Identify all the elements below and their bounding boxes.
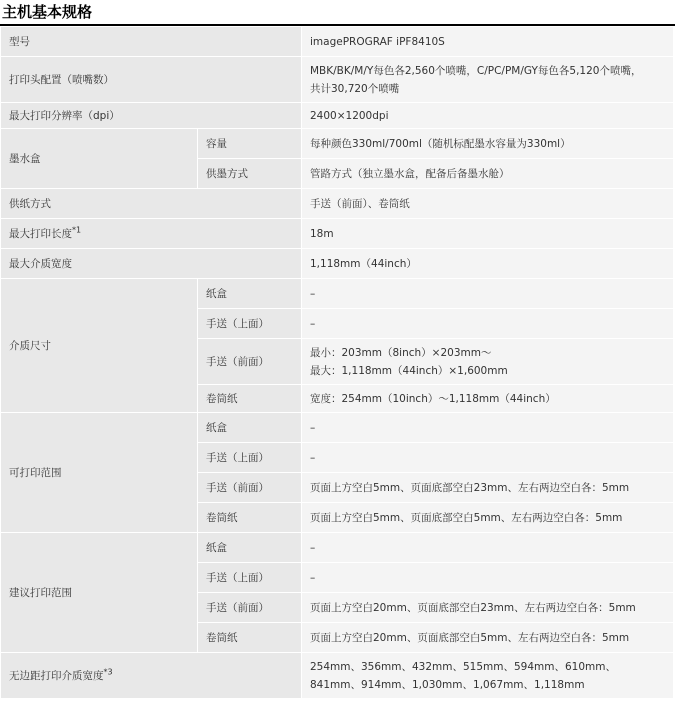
- sub-label-manual-front: 手送（前面）: [198, 473, 302, 503]
- borderless-widths-line-1: 254mm、356mm、432mm、515mm、594mm、610mm、: [310, 660, 616, 673]
- row-value-media-cassette: –: [302, 279, 674, 309]
- max-length-label: 最大打印长度: [9, 227, 72, 240]
- row-value-media-manual-front: [302, 339, 674, 385]
- table-row: [1, 189, 674, 219]
- row-label-media-size: 介质尺寸: [1, 279, 198, 413]
- sub-label-manual-top: 手送（上面）: [198, 563, 302, 593]
- row-value-nozzles: [302, 57, 674, 103]
- table-row: [1, 27, 674, 57]
- sub-label-manual-top: 手送（上面）: [198, 443, 302, 473]
- sub-label-cassette: 纸盒: [198, 413, 302, 443]
- row-value-feed: 手送（前面）、卷筒纸: [302, 189, 674, 219]
- row-label-ink: 墨水盒: [1, 129, 198, 189]
- sub-label-roll: 卷筒纸: [198, 503, 302, 533]
- row-value-borderless: [302, 653, 674, 699]
- row-label-nozzles: 打印头配置（喷嘴数）: [1, 57, 302, 103]
- row-value-max-width: 1,118mm（44inch）: [302, 249, 674, 279]
- row-value-printable-cassette: –: [302, 413, 674, 443]
- sub-label-cassette: 纸盒: [198, 533, 302, 563]
- spec-table: [0, 26, 674, 699]
- table-row: [1, 413, 674, 443]
- row-label-borderless: [1, 653, 302, 699]
- page-title: 主机基本规格: [0, 0, 675, 26]
- row-value-printable-manual-front: 页面上方空白5mm、页面底部空白23mm、左右两边空白各：5mm: [302, 473, 674, 503]
- table-row: [1, 103, 674, 129]
- footnote-mark: *1: [72, 225, 82, 234]
- borderless-label: 无边距打印介质宽度: [9, 669, 104, 682]
- table-row: [1, 249, 674, 279]
- sub-label-manual-front: 手送（前面）: [198, 593, 302, 623]
- sub-label-ink-capacity: 容量: [198, 129, 302, 159]
- row-value-recommended-roll: 页面上方空白20mm、页面底部空白5mm、左右两边空白各：5mm: [302, 623, 674, 653]
- nozzles-line-2: 共计30,720个喷嘴: [310, 82, 400, 95]
- table-row: [1, 129, 674, 159]
- row-value-model: imagePROGRAF iPF8410S: [302, 27, 674, 57]
- nozzles-line-1: MBK/BK/M/Y每色各2,560个喷嘴，C/PC/PM/GY每色各5,120个喷嘴，: [310, 64, 642, 77]
- sub-label-roll: 卷筒纸: [198, 623, 302, 653]
- row-value-max-length: 18m: [302, 219, 674, 249]
- row-label-feed: 供纸方式: [1, 189, 302, 219]
- sub-label-cassette: 纸盒: [198, 279, 302, 309]
- footnote-mark: *3: [103, 667, 113, 676]
- row-label-resolution: 最大打印分辨率（dpi）: [1, 103, 302, 129]
- row-label-recommended-area: 建议打印范围: [1, 533, 198, 653]
- row-value-recommended-manual-top: –: [302, 563, 674, 593]
- row-value-recommended-cassette: –: [302, 533, 674, 563]
- media-max-line: 最大：1,118mm（44inch）×1,600mm: [310, 364, 508, 377]
- row-value-media-roll: 宽度：254mm（10inch）～1,118mm（44inch）: [302, 385, 674, 413]
- borderless-widths-line-2: 841mm、914mm、1,030mm、1,067mm、1,118mm: [310, 678, 585, 691]
- row-label-printable-area: 可打印范围: [1, 413, 198, 533]
- row-label-max-length: [1, 219, 302, 249]
- table-row: [1, 653, 674, 699]
- row-label-model: 型号: [1, 27, 302, 57]
- row-value-printable-manual-top: –: [302, 443, 674, 473]
- row-value-ink-capacity: 每种颜色330ml/700ml（随机标配墨水容量为330ml）: [302, 129, 674, 159]
- sub-label-manual-front: 手送（前面）: [198, 339, 302, 385]
- sub-label-manual-top: 手送（上面）: [198, 309, 302, 339]
- row-value-recommended-manual-front: 页面上方空白20mm、页面底部空白23mm、左右两边空白各：5mm: [302, 593, 674, 623]
- media-min-line: 最小：203mm（8inch）×203mm～: [310, 346, 492, 359]
- table-row: [1, 533, 674, 563]
- table-row: [1, 219, 674, 249]
- row-value-printable-roll: 页面上方空白5mm、页面底部空白5mm、左右两边空白各：5mm: [302, 503, 674, 533]
- row-value-ink-supply: 管路方式（独立墨水盒，配备后备墨水舱）: [302, 159, 674, 189]
- table-row: [1, 279, 674, 309]
- table-row: [1, 57, 674, 103]
- row-value-media-manual-top: –: [302, 309, 674, 339]
- row-label-max-width: 最大介质宽度: [1, 249, 302, 279]
- row-value-resolution: 2400×1200dpi: [302, 103, 674, 129]
- sub-label-roll: 卷筒纸: [198, 385, 302, 413]
- sub-label-ink-supply: 供墨方式: [198, 159, 302, 189]
